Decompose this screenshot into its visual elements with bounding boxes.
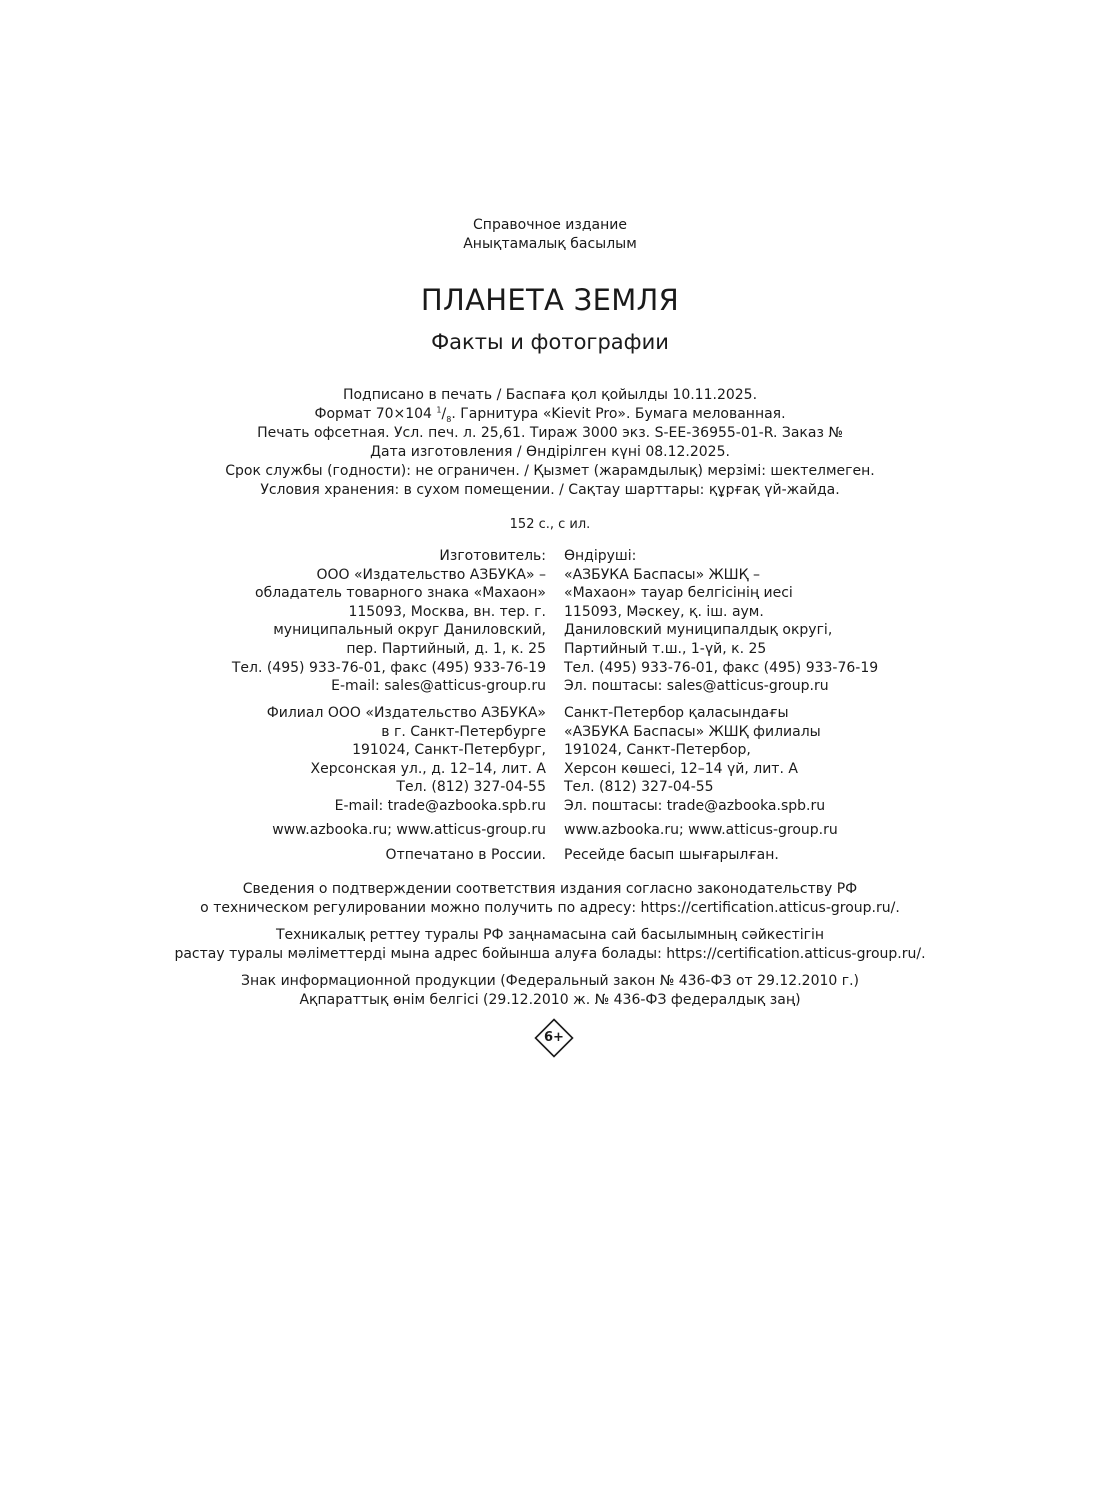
manufacturer-ru: [226, 547, 546, 696]
branch-ru-line: E-mail: trade@azbooka.spb.ru: [334, 797, 546, 814]
branch-ru-line: в г. Санкт-Петербурге: [381, 723, 546, 740]
info-sign-line: Ақпараттық өнім белгісі (29.12.2010 ж. № 436-ФЗ федералдық заң): [299, 992, 801, 1008]
signed-date: Подписано в печать / Баспаға қол қойылды 10.11.2025.: [342, 387, 758, 403]
certification-ru-line: Сведения о подтверждении соответствия издания согласно законодательству РФ: [242, 881, 858, 897]
book-subtitle: Факты и фотографии: [431, 330, 669, 354]
manufacturer-kz-line: «Махаон» тауар белгісінің иесі: [564, 585, 793, 602]
manufacturer-ru-line: обладатель товарного знака «Махаон»: [255, 585, 546, 602]
websites-ru: www.azbooka.ru; www.atticus-group.ru: [272, 822, 546, 838]
age-rating-label: 6+: [544, 1030, 564, 1045]
format-fraction-slash: /: [441, 406, 447, 423]
manufacturer-kz: [564, 547, 884, 696]
branch-kz-line: Эл. поштасы: trade@azbooka.spb.ru: [564, 797, 826, 814]
certification-kz: [0, 926, 1100, 964]
printed-in-kz: Ресейде басып шығарылған.: [564, 847, 779, 863]
manufacturer-kz-line: Өндіруші:: [564, 548, 637, 564]
service-life: Срок службы (годности): не ограничен. / Қызмет (жарамдылық) мерзімі: шектелмеген.: [225, 463, 875, 480]
storage-conditions: Условия хранения: в сухом помещении. / Сақтау шарттары: құрғақ үй-жайда.: [260, 482, 840, 499]
format-suffix: . Гарнитура «Kievit Pro». Бумага мелованная.: [451, 406, 786, 423]
manufacturer-kz-line: Тел. (495) 933-76-01, факс (495) 933-76-19: [564, 659, 879, 676]
page-count: 152 с., с ил.: [509, 517, 591, 532]
manufacturer-ru-line: ООО «Издательство АЗБУКА» –: [316, 566, 546, 583]
branch-kz: [564, 704, 884, 816]
branch-ru-line: Филиал ООО «Издательство АЗБУКА»: [266, 705, 546, 721]
book-title: ПЛАНЕТА ЗЕМЛЯ: [420, 283, 680, 317]
branch-ru: [226, 704, 546, 816]
imprint-details: [0, 386, 1100, 501]
manufacturer-kz-line: Эл. поштасы: sales@atticus-group.ru: [564, 678, 829, 695]
age-rating-badge: [534, 1018, 574, 1058]
branch-kz-line: Тел. (812) 327-04-55: [564, 779, 714, 796]
manufacturer-ru-line: Тел. (495) 933-76-01, факс (495) 933-76-19: [231, 659, 546, 676]
manufacturer-kz-line: 115093, Мәскеу, қ. іш. аум.: [564, 603, 764, 620]
certification-kz-line: растау туралы мәліметтерді мына адрес бойынша алуға болады: https://certification.atticus-group.ru/.: [174, 946, 926, 962]
certification-ru-line: о техническом регулировании можно получить по адресу: https://certification.atticus-group.ru/.: [200, 900, 900, 916]
edition-type-ru: Справочное издание: [473, 217, 627, 233]
edition-type-kz: Анықтамалық басылым: [463, 236, 637, 252]
edition-type: [0, 216, 1100, 254]
manufacturer-ru-line: Изготовитель:: [439, 548, 546, 564]
certification-kz-line: Техникалық реттеу туралы РФ заңнамасына сай басылымның сәйкестігін: [275, 927, 825, 943]
info-sign-line: Знак информационной продукции (Федеральный закон № 436-ФЗ от 29.12.2010 г.): [240, 973, 860, 989]
info-sign-text: [0, 972, 1100, 1010]
format-fraction-numerator: 1: [436, 405, 442, 415]
printed-in-ru: Отпечатано в России.: [385, 847, 546, 863]
manufacturer-kz-line: Партийный т.ш., 1-үй, к. 25: [564, 640, 767, 657]
branch-kz-line: «АЗБУКА Баспасы» ЖШҚ филиалы: [564, 723, 821, 740]
branch-ru-line: Херсонская ул., д. 12–14, лит. А: [310, 760, 546, 777]
format-fraction-denominator: 8: [446, 414, 452, 424]
manufacturer-ru-line: пер. Партийный, д. 1, к. 25: [346, 640, 546, 657]
manufacturer-kz-line: Даниловский муниципалдық округі,: [564, 622, 833, 639]
certification-ru: [0, 880, 1100, 918]
manufacture-date: Дата изготовления / Өндірілген күні 08.12.2025.: [370, 444, 730, 461]
manufacturer-kz-line: «АЗБУКА Баспасы» ЖШҚ –: [564, 566, 761, 583]
manufacturer-ru-line: муниципальный округ Даниловский,: [273, 622, 546, 639]
branch-ru-line: 191024, Санкт-Петербург,: [352, 742, 546, 759]
manufacturer-ru-line: 115093, Москва, вн. тер. г.: [348, 603, 546, 620]
branch-kz-line: Санкт-Петербор қаласындағы: [564, 705, 789, 721]
format-line: [0, 405, 1100, 424]
branch-ru-line: Тел. (812) 327-04-55: [396, 779, 546, 796]
branch-kz-line: Херсон көшесі, 12–14 үй, лит. А: [564, 760, 798, 777]
branch-kz-line: 191024, Санкт-Петербор,: [564, 742, 751, 759]
websites-kz: www.azbooka.ru; www.atticus-group.ru: [564, 822, 838, 838]
print-details: Печать офсетная. Усл. печ. л. 25,61. Тираж 3000 экз. S-EE-36955-01-R. Заказ №: [257, 425, 843, 442]
format-prefix: Формат 70×104: [314, 406, 437, 423]
manufacturer-ru-line: E-mail: sales@atticus-group.ru: [331, 678, 546, 695]
